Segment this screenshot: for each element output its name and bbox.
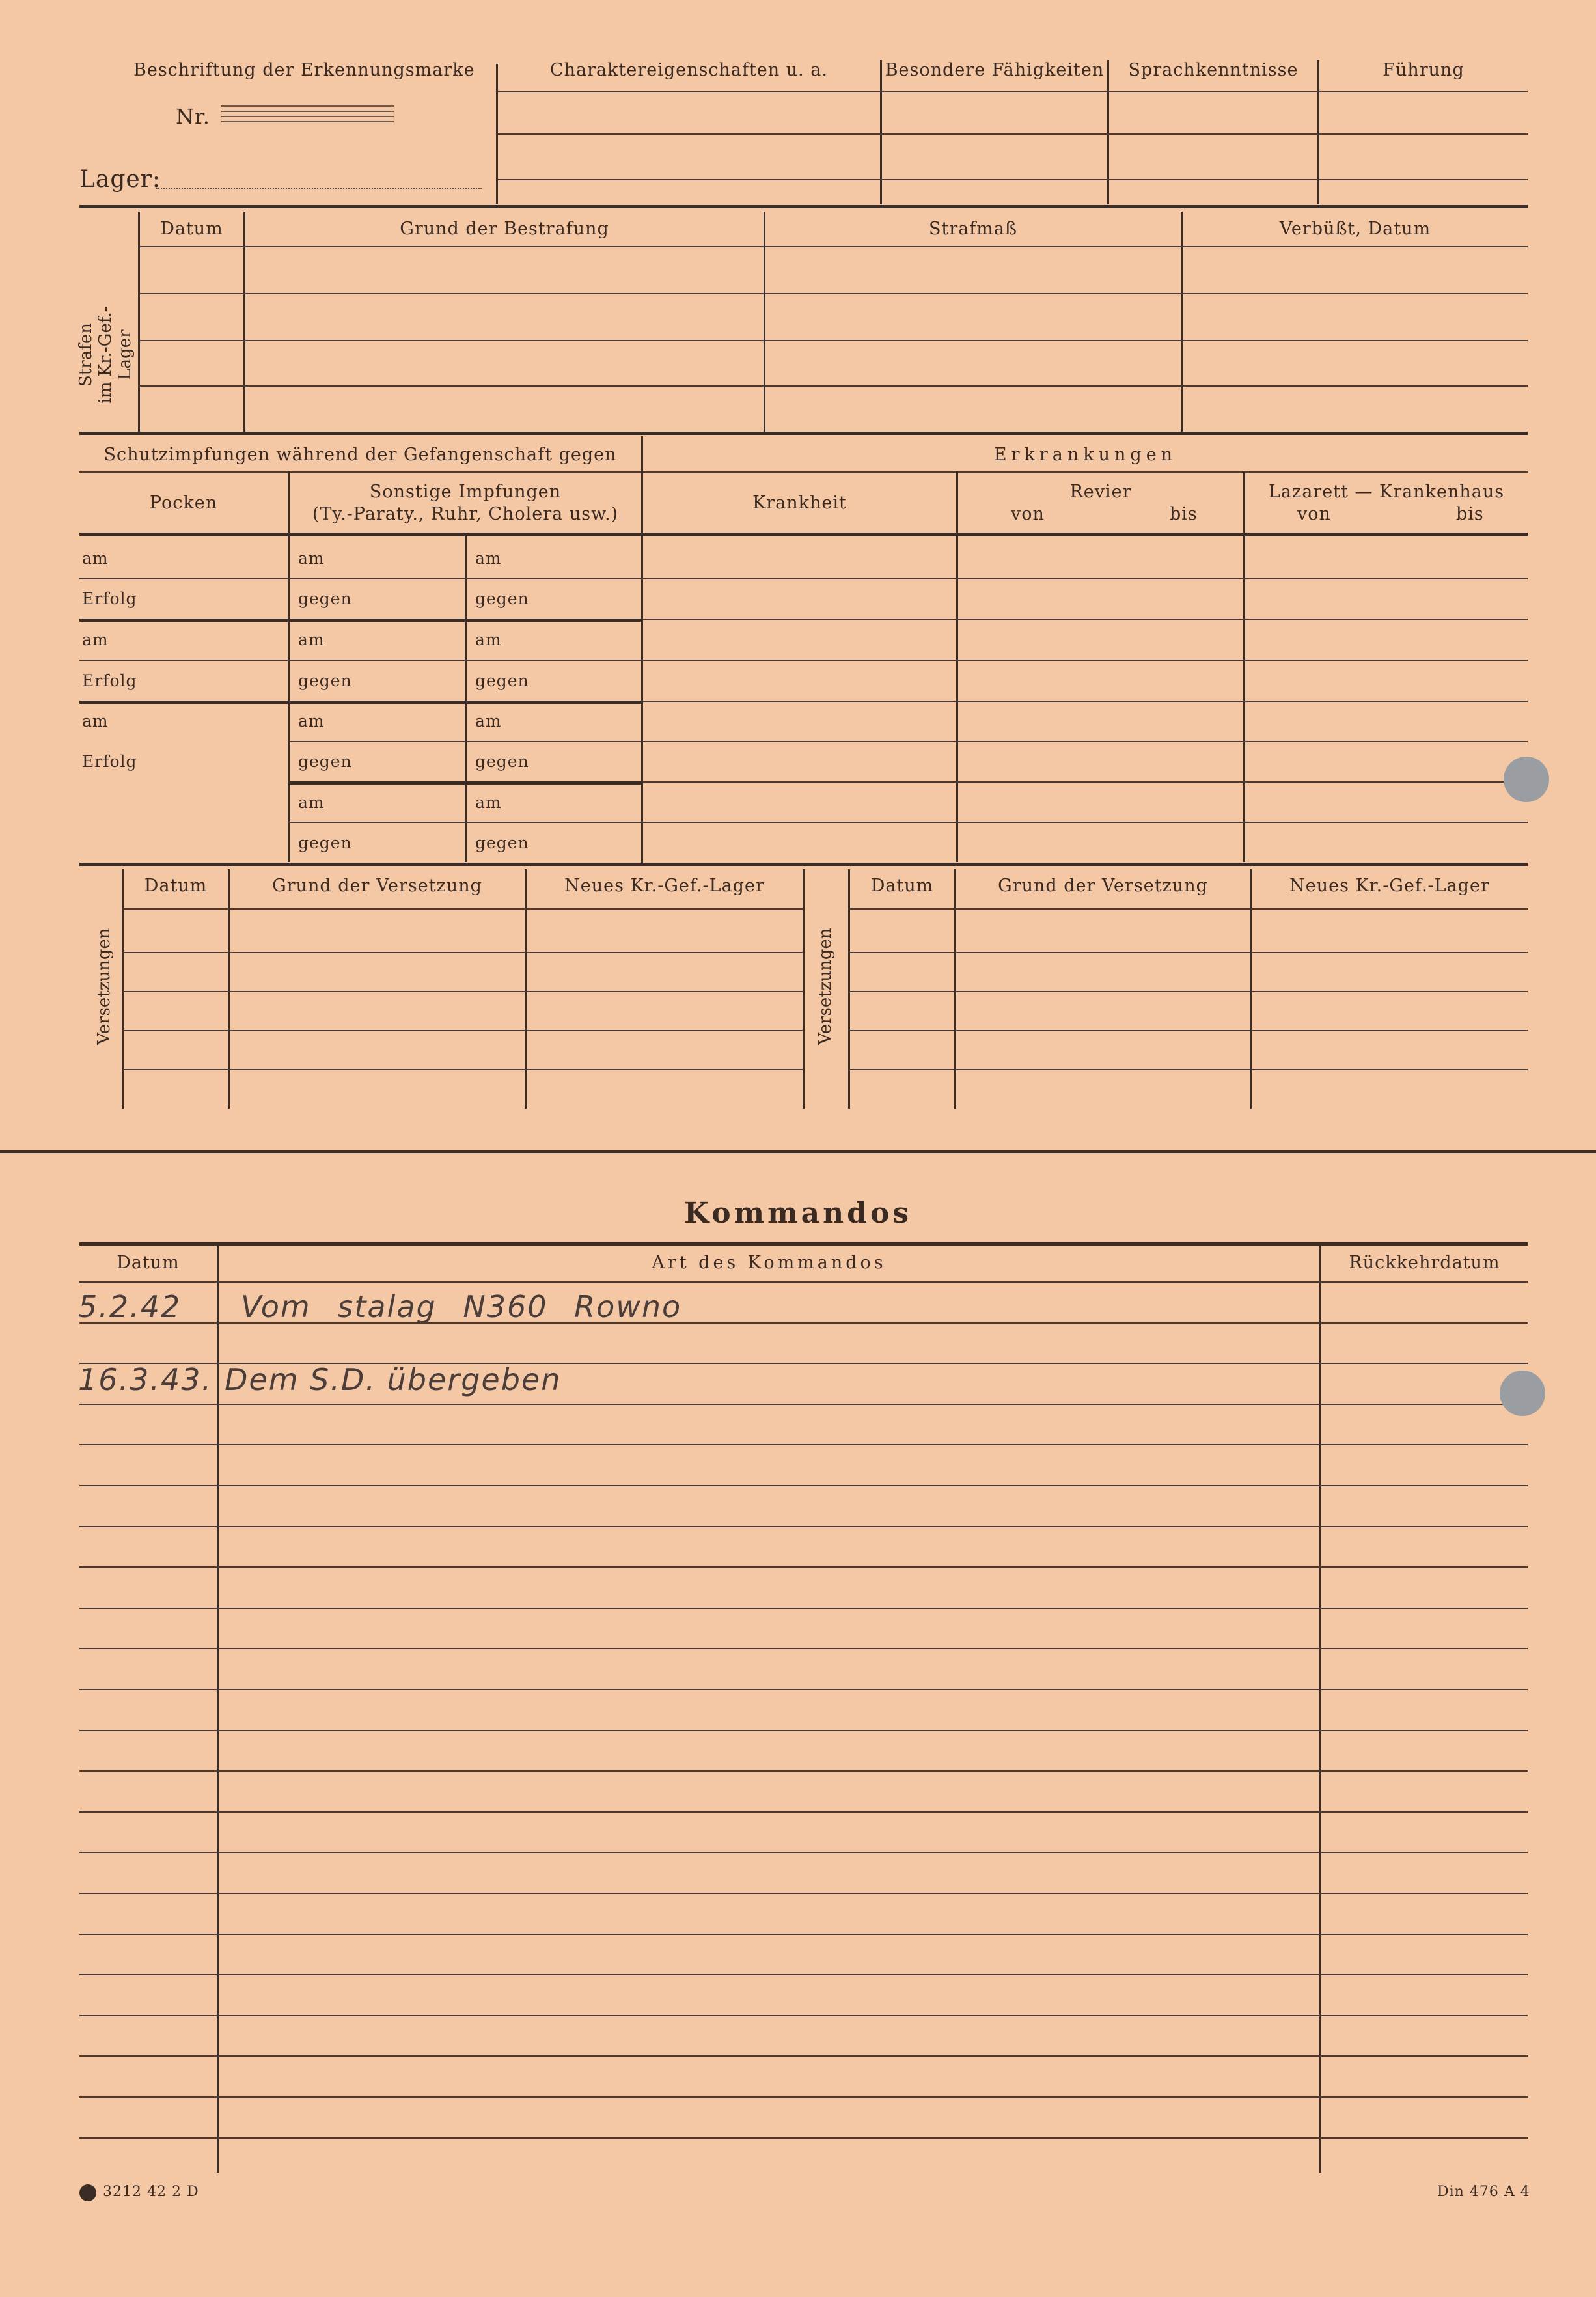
col-charakter: Charaktereigenschaften u. a. [549,60,828,80]
lazarett-header: Lazarett — Krankenhaus [1268,482,1505,502]
kommandos-row-line [79,1852,1528,1853]
strafen-col-strafmass: Strafmaß [928,219,1018,239]
kommandos-row-line [79,1566,1528,1568]
pocken-erfolg-1: Erfolg [82,589,137,608]
vers-l-grund: Grund der Versetzung [272,876,482,896]
kommandos-row-line [79,1526,1528,1527]
col-faehigkeiten: Besondere Fähigkeiten [885,60,1105,80]
vers-l-datum: Datum [144,876,208,896]
sonst-am-4a: am [298,793,325,812]
kommandos-row-line [79,2015,1528,2016]
id-tag-title: Beschriftung der Erkennungsmarke [133,60,475,80]
fold-line [0,1150,1596,1153]
print-mark-icon [79,2184,96,2201]
sonstige-header-2: (Ty.-Paraty., Ruhr, Cholera usw.) [312,504,619,524]
entry-2-art: Dem S.D. übergeben [225,1362,562,1397]
sonst-gegen-4a: gegen [298,833,352,852]
vers-r-lager: Neues Kr.-Gef.-Lager [1289,876,1490,896]
sonst-am-4b: am [475,793,502,812]
pocken-erfolg-3: Erfolg [82,752,137,771]
pocken-header: Pocken [149,493,218,513]
sonst-gegen-2b: gegen [475,671,529,690]
sonst-gegen-3a: gegen [298,752,352,771]
sonst-gegen-2a: gegen [298,671,352,690]
kommandos-row-line [79,1974,1528,1975]
sonst-am-1a: am [298,549,325,568]
punch-hole-upper [1504,757,1549,802]
strafen-label-2: im Kr.-Gef.-Lager [96,306,135,404]
strafen-col-verbuesst: Verbüßt, Datum [1279,219,1431,239]
kommandos-row-line [79,1444,1528,1445]
vers-r-datum: Datum [870,876,934,896]
versetzungen-side-label-left: Versetzungen [94,928,114,1045]
sonst-am-3b: am [475,712,502,731]
revier-von: von [1011,504,1045,524]
kommandos-row-line [79,1811,1528,1813]
kommandos-row-line [79,2096,1528,2098]
print-code: 3212 42 2 D [103,2184,199,2200]
kommandos-row-line [79,1608,1528,1609]
pocken-erfolg-2: Erfolg [82,671,137,690]
strafen-col-grund: Grund der Bestrafung [400,219,609,239]
pocken-am-1: am [82,549,109,568]
lazarett-bis: bis [1456,504,1484,524]
din-format: Din 476 A 4 [1437,2184,1530,2200]
sonst-am-3a: am [298,712,325,731]
erkrankungen-title: Erkrankungen [993,445,1177,465]
sonst-gegen-3b: gegen [475,752,529,771]
kommandos-row-line [79,2137,1528,2139]
kommandos-row-line [79,1404,1528,1405]
punch-hole-lower [1500,1371,1545,1416]
strafen-col-datum: Datum [160,219,223,239]
versetzungen-side-label-right: Versetzungen [816,928,835,1045]
kommandos-row-line [79,1893,1528,1894]
sonst-am-2a: am [298,630,325,649]
kommandos-row-line [79,1648,1528,1649]
col-sprachen: Sprachkenntnisse [1128,60,1299,80]
kommandos-row-line [79,1689,1528,1690]
nr-field-lines [221,105,394,126]
sonstige-header-1: Sonstige Impfungen [369,482,562,502]
revier-bis: bis [1170,504,1198,524]
vers-l-lager: Neues Kr.-Gef.-Lager [564,876,765,896]
vers-r-grund: Grund der Versetzung [998,876,1208,896]
nr-label: Nr. [176,104,210,129]
pocken-am-2: am [82,630,109,649]
col-fuehrung: Führung [1383,60,1465,80]
strafen-label-1: Strafen [76,323,96,387]
impf-title: Schutzimpfungen während der Gefangenschaft gegen [103,445,617,465]
kommandos-row-line [79,1934,1528,1935]
kommandos-row-line [79,2055,1528,2057]
strafen-side-label [76,283,135,426]
kommandos-row-line [79,1485,1528,1486]
lager-label: Lager: [79,166,161,193]
kommandos-title: Kommandos [683,1197,913,1230]
krankheit-header: Krankheit [752,493,847,513]
entry-2-datum: 16.3.43. [78,1362,213,1397]
entry-1-datum: 5.2.42 [78,1289,182,1324]
sonst-gegen-4b: gegen [475,833,529,852]
sonst-gegen-1a: gegen [298,589,352,608]
kommandos-col-art: Art des Kommandos [652,1253,887,1273]
entry-1-art: Vom stalag N360 Rowno [241,1289,682,1324]
sonst-am-2b: am [475,630,502,649]
kommandos-col-rueckkehr: Rückkehrdatum [1349,1253,1500,1273]
kommandos-row-line [79,1770,1528,1772]
sonst-gegen-1b: gegen [475,589,529,608]
kommandos-row-line [79,1730,1528,1731]
pocken-am-3: am [82,712,109,731]
lager-field [156,188,482,189]
lazarett-von: von [1297,504,1331,524]
kommandos-row-line [79,1281,1528,1283]
revier-header: Revier [1069,482,1132,502]
kommandos-col-datum: Datum [117,1253,180,1273]
sonst-am-1b: am [475,549,502,568]
